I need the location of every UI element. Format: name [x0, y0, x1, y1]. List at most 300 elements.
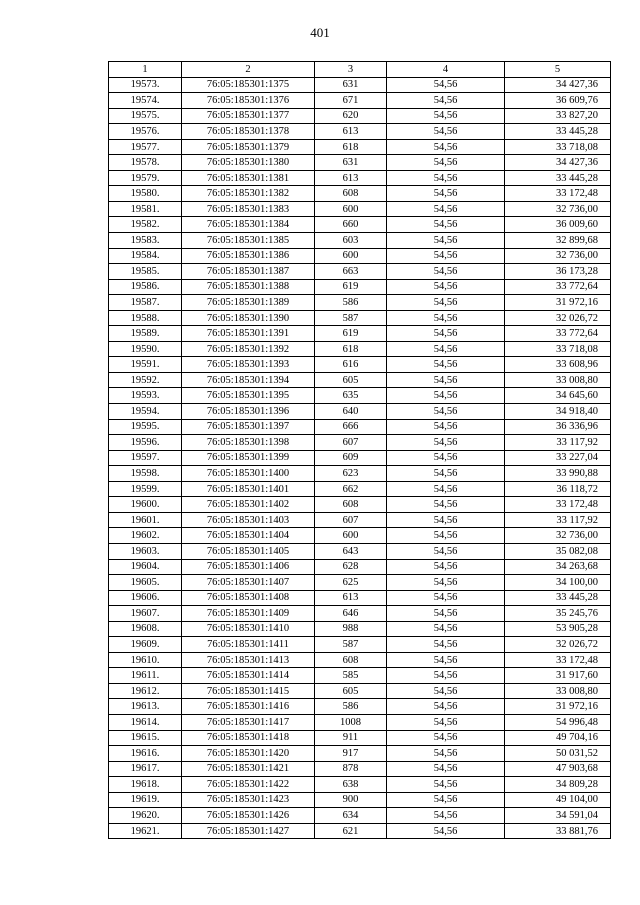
rate-cell: 54,56 [387, 310, 505, 326]
row-number-cell: 19591. [109, 357, 182, 373]
table-row [109, 683, 611, 699]
cadastral-number-cell: 76:05:185301:1381 [182, 170, 315, 186]
rate-cell: 54,56 [387, 248, 505, 264]
area-cell: 587 [315, 637, 387, 653]
rate-cell: 54,56 [387, 575, 505, 591]
table-row [109, 466, 611, 482]
rate-cell: 54,56 [387, 668, 505, 684]
cadastral-number-cell: 76:05:185301:1426 [182, 808, 315, 824]
cadastral-number-cell: 76:05:185301:1380 [182, 155, 315, 171]
row-number-cell: 19613. [109, 699, 182, 715]
column-header: 5 [505, 62, 611, 78]
area-cell: 607 [315, 512, 387, 528]
table-body [109, 77, 611, 839]
table-row [109, 310, 611, 326]
rate-cell: 54,56 [387, 823, 505, 839]
area-cell: 631 [315, 77, 387, 93]
amount-cell: 33 117,92 [505, 435, 611, 451]
table-row [109, 217, 611, 233]
area-cell: 619 [315, 326, 387, 342]
rate-cell: 54,56 [387, 559, 505, 575]
table-row [109, 761, 611, 777]
table-row [109, 621, 611, 637]
rate-cell: 54,56 [387, 512, 505, 528]
area-cell: 988 [315, 621, 387, 637]
row-number-cell: 19588. [109, 310, 182, 326]
cadastral-number-cell: 76:05:185301:1414 [182, 668, 315, 684]
table-row [109, 139, 611, 155]
column-header: 2 [182, 62, 315, 78]
amount-cell: 32 026,72 [505, 310, 611, 326]
amount-cell: 36 173,28 [505, 264, 611, 280]
cadastral-number-cell: 76:05:185301:1406 [182, 559, 315, 575]
table-row [109, 357, 611, 373]
table-row [109, 186, 611, 202]
cadastral-number-cell: 76:05:185301:1397 [182, 419, 315, 435]
table-row [109, 777, 611, 793]
row-number-cell: 19575. [109, 108, 182, 124]
cadastral-number-cell: 76:05:185301:1416 [182, 699, 315, 715]
table-row [109, 341, 611, 357]
rate-cell: 54,56 [387, 264, 505, 280]
amount-cell: 33 445,28 [505, 590, 611, 606]
rate-cell: 54,56 [387, 201, 505, 217]
rate-cell: 54,56 [387, 404, 505, 420]
table-row [109, 652, 611, 668]
row-number-cell: 19614. [109, 714, 182, 730]
area-cell: 634 [315, 808, 387, 824]
amount-cell: 31 972,16 [505, 295, 611, 311]
row-number-cell: 19580. [109, 186, 182, 202]
area-cell: 643 [315, 543, 387, 559]
amount-cell: 32 736,00 [505, 201, 611, 217]
area-cell: 600 [315, 528, 387, 544]
row-number-cell: 19593. [109, 388, 182, 404]
amount-cell: 31 972,16 [505, 699, 611, 715]
cadastral-number-cell: 76:05:185301:1395 [182, 388, 315, 404]
amount-cell: 36 118,72 [505, 481, 611, 497]
amount-cell: 33 172,48 [505, 186, 611, 202]
rate-cell: 54,56 [387, 139, 505, 155]
cadastral-number-cell: 76:05:185301:1382 [182, 186, 315, 202]
row-number-cell: 19573. [109, 77, 182, 93]
area-cell: 1008 [315, 714, 387, 730]
cadastral-number-cell: 76:05:185301:1402 [182, 497, 315, 513]
area-cell: 619 [315, 279, 387, 295]
cadastral-number-cell: 76:05:185301:1421 [182, 761, 315, 777]
amount-cell: 32 736,00 [505, 528, 611, 544]
table-row [109, 170, 611, 186]
area-cell: 911 [315, 730, 387, 746]
rate-cell: 54,56 [387, 357, 505, 373]
amount-cell: 33 172,48 [505, 497, 611, 513]
cadastral-number-cell: 76:05:185301:1378 [182, 124, 315, 140]
row-number-cell: 19610. [109, 652, 182, 668]
table-row [109, 575, 611, 591]
amount-cell: 36 609,76 [505, 93, 611, 109]
area-cell: 635 [315, 388, 387, 404]
table-row [109, 77, 611, 93]
amount-cell: 33 827,20 [505, 108, 611, 124]
rate-cell: 54,56 [387, 621, 505, 637]
rate-cell: 54,56 [387, 326, 505, 342]
table-row [109, 590, 611, 606]
area-cell: 608 [315, 652, 387, 668]
area-cell: 609 [315, 450, 387, 466]
row-number-cell: 19604. [109, 559, 182, 575]
cadastral-number-cell: 76:05:185301:1407 [182, 575, 315, 591]
row-number-cell: 19607. [109, 606, 182, 622]
row-number-cell: 19582. [109, 217, 182, 233]
cadastral-number-cell: 76:05:185301:1411 [182, 637, 315, 653]
rate-cell: 54,56 [387, 233, 505, 249]
table-row [109, 637, 611, 653]
cadastral-number-cell: 76:05:185301:1403 [182, 512, 315, 528]
rate-cell: 54,56 [387, 108, 505, 124]
area-cell: 666 [315, 419, 387, 435]
rate-cell: 54,56 [387, 77, 505, 93]
cadastral-number-cell: 76:05:185301:1427 [182, 823, 315, 839]
cadastral-number-cell: 76:05:185301:1394 [182, 372, 315, 388]
cadastral-number-cell: 76:05:185301:1401 [182, 481, 315, 497]
row-number-cell: 19581. [109, 201, 182, 217]
rate-cell: 54,56 [387, 497, 505, 513]
row-number-cell: 19609. [109, 637, 182, 653]
table-row [109, 435, 611, 451]
cadastral-number-cell: 76:05:185301:1375 [182, 77, 315, 93]
cadastral-number-cell: 76:05:185301:1393 [182, 357, 315, 373]
area-cell: 917 [315, 746, 387, 762]
area-cell: 625 [315, 575, 387, 591]
cadastral-number-cell: 76:05:185301:1379 [182, 139, 315, 155]
table-row [109, 388, 611, 404]
amount-cell: 33 445,28 [505, 170, 611, 186]
row-number-cell: 19589. [109, 326, 182, 342]
cadastral-number-cell: 76:05:185301:1388 [182, 279, 315, 295]
cadastral-number-cell: 76:05:185301:1415 [182, 683, 315, 699]
rate-cell: 54,56 [387, 746, 505, 762]
cadastral-number-cell: 76:05:185301:1400 [182, 466, 315, 482]
row-number-cell: 19620. [109, 808, 182, 824]
table-row [109, 481, 611, 497]
row-number-cell: 19605. [109, 575, 182, 591]
area-cell: 900 [315, 792, 387, 808]
area-cell: 638 [315, 777, 387, 793]
row-number-cell: 19577. [109, 139, 182, 155]
rate-cell: 54,56 [387, 714, 505, 730]
amount-cell: 33 227,04 [505, 450, 611, 466]
rate-cell: 54,56 [387, 435, 505, 451]
rate-cell: 54,56 [387, 730, 505, 746]
cadastral-number-cell: 76:05:185301:1422 [182, 777, 315, 793]
rate-cell: 54,56 [387, 652, 505, 668]
cadastral-number-cell: 76:05:185301:1383 [182, 201, 315, 217]
row-number-cell: 19600. [109, 497, 182, 513]
cadastral-number-cell: 76:05:185301:1417 [182, 714, 315, 730]
rate-cell: 54,56 [387, 124, 505, 140]
cadastral-number-cell: 76:05:185301:1408 [182, 590, 315, 606]
rate-cell: 54,56 [387, 419, 505, 435]
amount-cell: 32 736,00 [505, 248, 611, 264]
area-cell: 600 [315, 201, 387, 217]
area-cell: 618 [315, 341, 387, 357]
cadastral-number-cell: 76:05:185301:1384 [182, 217, 315, 233]
cadastral-number-cell: 76:05:185301:1423 [182, 792, 315, 808]
table-row [109, 279, 611, 295]
table-row [109, 248, 611, 264]
area-cell: 605 [315, 372, 387, 388]
amount-cell: 33 718,08 [505, 139, 611, 155]
rate-cell: 54,56 [387, 341, 505, 357]
amount-cell: 34 591,04 [505, 808, 611, 824]
amount-cell: 34 100,00 [505, 575, 611, 591]
table-row [109, 295, 611, 311]
row-number-cell: 19599. [109, 481, 182, 497]
amount-cell: 33 172,48 [505, 652, 611, 668]
area-cell: 646 [315, 606, 387, 622]
column-header: 1 [109, 62, 182, 78]
amount-cell: 34 809,28 [505, 777, 611, 793]
rate-cell: 54,56 [387, 792, 505, 808]
row-number-cell: 19608. [109, 621, 182, 637]
row-number-cell: 19596. [109, 435, 182, 451]
amount-cell: 32 026,72 [505, 637, 611, 653]
area-cell: 618 [315, 139, 387, 155]
amount-cell: 33 881,76 [505, 823, 611, 839]
row-number-cell: 19592. [109, 372, 182, 388]
rate-cell: 54,56 [387, 186, 505, 202]
cadastral-number-cell: 76:05:185301:1387 [182, 264, 315, 280]
amount-cell: 53 905,28 [505, 621, 611, 637]
amount-cell: 36 009,60 [505, 217, 611, 233]
rate-cell: 54,56 [387, 170, 505, 186]
table-row [109, 528, 611, 544]
amount-cell: 35 082,08 [505, 543, 611, 559]
cadastral-number-cell: 76:05:185301:1396 [182, 404, 315, 420]
row-number-cell: 19619. [109, 792, 182, 808]
amount-cell: 33 117,92 [505, 512, 611, 528]
cadastral-number-cell: 76:05:185301:1410 [182, 621, 315, 637]
area-cell: 631 [315, 155, 387, 171]
row-number-cell: 19601. [109, 512, 182, 528]
area-cell: 621 [315, 823, 387, 839]
amount-cell: 34 263,68 [505, 559, 611, 575]
row-number-cell: 19621. [109, 823, 182, 839]
rate-cell: 54,56 [387, 777, 505, 793]
amount-cell: 33 772,64 [505, 326, 611, 342]
rate-cell: 54,56 [387, 372, 505, 388]
cadastral-number-cell: 76:05:185301:1392 [182, 341, 315, 357]
rate-cell: 54,56 [387, 637, 505, 653]
table-row [109, 746, 611, 762]
area-cell: 585 [315, 668, 387, 684]
cadastral-number-cell: 76:05:185301:1391 [182, 326, 315, 342]
area-cell: 662 [315, 481, 387, 497]
area-cell: 623 [315, 466, 387, 482]
row-number-cell: 19612. [109, 683, 182, 699]
row-number-cell: 19576. [109, 124, 182, 140]
amount-cell: 33 008,80 [505, 683, 611, 699]
table-row [109, 155, 611, 171]
area-cell: 587 [315, 310, 387, 326]
area-cell: 608 [315, 497, 387, 513]
row-number-cell: 19611. [109, 668, 182, 684]
row-number-cell: 19602. [109, 528, 182, 544]
rate-cell: 54,56 [387, 683, 505, 699]
area-cell: 605 [315, 683, 387, 699]
rate-cell: 54,56 [387, 699, 505, 715]
row-number-cell: 19583. [109, 233, 182, 249]
amount-cell: 33 608,96 [505, 357, 611, 373]
area-cell: 620 [315, 108, 387, 124]
page-number: 401 [310, 25, 330, 40]
row-number-cell: 19574. [109, 93, 182, 109]
area-cell: 640 [315, 404, 387, 420]
amount-cell: 33 718,08 [505, 341, 611, 357]
rate-cell: 54,56 [387, 481, 505, 497]
table-row [109, 372, 611, 388]
cadastral-number-cell: 76:05:185301:1409 [182, 606, 315, 622]
amount-cell: 54 996,48 [505, 714, 611, 730]
rate-cell: 54,56 [387, 388, 505, 404]
row-number-cell: 19615. [109, 730, 182, 746]
table-row [109, 823, 611, 839]
column-header: 3 [315, 62, 387, 78]
rate-cell: 54,56 [387, 217, 505, 233]
amount-cell: 34 645,60 [505, 388, 611, 404]
row-number-cell: 19597. [109, 450, 182, 466]
area-cell: 600 [315, 248, 387, 264]
area-cell: 608 [315, 186, 387, 202]
amount-cell: 34 427,36 [505, 155, 611, 171]
table-row [109, 606, 611, 622]
area-cell: 628 [315, 559, 387, 575]
cadastral-number-cell: 76:05:185301:1404 [182, 528, 315, 544]
rate-cell: 54,56 [387, 279, 505, 295]
row-number-cell: 19618. [109, 777, 182, 793]
cadastral-number-cell: 76:05:185301:1413 [182, 652, 315, 668]
table-row [109, 714, 611, 730]
row-number-cell: 19590. [109, 341, 182, 357]
table-row [109, 559, 611, 575]
row-number-cell: 19585. [109, 264, 182, 280]
rate-cell: 54,56 [387, 295, 505, 311]
table-row [109, 450, 611, 466]
row-number-cell: 19579. [109, 170, 182, 186]
cadastral-number-cell: 76:05:185301:1405 [182, 543, 315, 559]
row-number-cell: 19617. [109, 761, 182, 777]
area-cell: 586 [315, 699, 387, 715]
rate-cell: 54,56 [387, 543, 505, 559]
rate-cell: 54,56 [387, 93, 505, 109]
area-cell: 603 [315, 233, 387, 249]
row-number-cell: 19606. [109, 590, 182, 606]
cadastral-number-cell: 76:05:185301:1376 [182, 93, 315, 109]
table-row [109, 419, 611, 435]
rate-cell: 54,56 [387, 761, 505, 777]
amount-cell: 49 104,00 [505, 792, 611, 808]
table-row [109, 543, 611, 559]
cadastral-number-cell: 76:05:185301:1398 [182, 435, 315, 451]
area-cell: 607 [315, 435, 387, 451]
table-row [109, 512, 611, 528]
row-number-cell: 19578. [109, 155, 182, 171]
row-number-cell: 19586. [109, 279, 182, 295]
row-number-cell: 19595. [109, 419, 182, 435]
area-cell: 616 [315, 357, 387, 373]
table-row [109, 124, 611, 140]
table-row [109, 808, 611, 824]
table-row [109, 108, 611, 124]
row-number-cell: 19584. [109, 248, 182, 264]
table-row [109, 497, 611, 513]
rate-cell: 54,56 [387, 590, 505, 606]
amount-cell: 33 990,88 [505, 466, 611, 482]
area-cell: 660 [315, 217, 387, 233]
row-number-cell: 19598. [109, 466, 182, 482]
amount-cell: 33 008,80 [505, 372, 611, 388]
table-row [109, 404, 611, 420]
cadastral-number-cell: 76:05:185301:1399 [182, 450, 315, 466]
table-row [109, 699, 611, 715]
amount-cell: 34 918,40 [505, 404, 611, 420]
column-number-row [109, 62, 611, 78]
cadastral-number-cell: 76:05:185301:1418 [182, 730, 315, 746]
cadastral-number-cell: 76:05:185301:1390 [182, 310, 315, 326]
table-row [109, 264, 611, 280]
rate-cell: 54,56 [387, 606, 505, 622]
table-row [109, 93, 611, 109]
amount-cell: 31 917,60 [505, 668, 611, 684]
cadastral-number-cell: 76:05:185301:1385 [182, 233, 315, 249]
area-cell: 878 [315, 761, 387, 777]
column-header: 4 [387, 62, 505, 78]
rate-cell: 54,56 [387, 808, 505, 824]
cadastral-number-cell: 76:05:185301:1389 [182, 295, 315, 311]
area-cell: 671 [315, 93, 387, 109]
cadastral-number-cell: 76:05:185301:1386 [182, 248, 315, 264]
amount-cell: 32 899,68 [505, 233, 611, 249]
amount-cell: 49 704,16 [505, 730, 611, 746]
rate-cell: 54,56 [387, 155, 505, 171]
amount-cell: 33 445,28 [505, 124, 611, 140]
table-row [109, 730, 611, 746]
table-row [109, 668, 611, 684]
register-table [108, 61, 611, 839]
row-number-cell: 19616. [109, 746, 182, 762]
area-cell: 613 [315, 170, 387, 186]
table-row [109, 792, 611, 808]
table-row [109, 326, 611, 342]
amount-cell: 50 031,52 [505, 746, 611, 762]
rate-cell: 54,56 [387, 466, 505, 482]
row-number-cell: 19587. [109, 295, 182, 311]
amount-cell: 36 336,96 [505, 419, 611, 435]
area-cell: 586 [315, 295, 387, 311]
cadastral-number-cell: 76:05:185301:1420 [182, 746, 315, 762]
amount-cell: 35 245,76 [505, 606, 611, 622]
rate-cell: 54,56 [387, 450, 505, 466]
amount-cell: 34 427,36 [505, 77, 611, 93]
cadastral-number-cell: 76:05:185301:1377 [182, 108, 315, 124]
table-row [109, 201, 611, 217]
area-cell: 613 [315, 124, 387, 140]
area-cell: 613 [315, 590, 387, 606]
row-number-cell: 19603. [109, 543, 182, 559]
table-row [109, 233, 611, 249]
row-number-cell: 19594. [109, 404, 182, 420]
area-cell: 663 [315, 264, 387, 280]
